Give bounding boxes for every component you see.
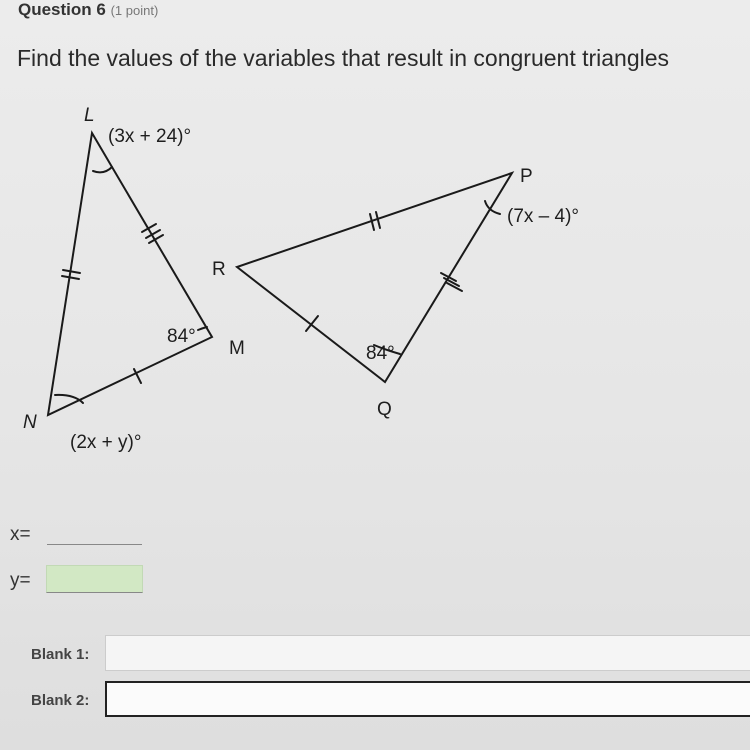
vertex-p-label: P <box>520 166 533 187</box>
angle-p-label: (7x – 4)° <box>507 206 580 227</box>
angle-n-label: (2x + y)° <box>70 432 142 453</box>
angle-arc-m <box>198 327 207 330</box>
blank-1-label: Blank 1: <box>31 646 90 663</box>
question-points: (1 point) <box>110 3 159 18</box>
tick-marks-lm <box>142 224 163 243</box>
angle-l-label: (3x + 24)° <box>108 126 192 147</box>
angle-arc-n <box>55 395 83 403</box>
blank-1-input[interactable] <box>105 635 750 671</box>
tick-marks-pr <box>370 212 380 230</box>
question-title: Question 6 <box>18 0 106 19</box>
vertex-n-label: N <box>23 412 37 433</box>
x-answer-field[interactable] <box>47 518 142 545</box>
question-prompt: Find the values of the variables that result in congruent triangles <box>17 45 670 71</box>
vertex-r-label: R <box>212 259 226 280</box>
vertex-q-label: Q <box>377 399 392 420</box>
angle-arc-l <box>93 167 112 172</box>
vertex-l-label: L <box>84 105 95 126</box>
y-answer-field[interactable] <box>46 565 143 593</box>
tick-marks-ln <box>62 270 80 279</box>
vertex-m-label: M <box>229 338 245 359</box>
tick-marks-pq <box>441 273 462 291</box>
angle-m-label: 84° <box>167 326 196 347</box>
blank-2-input[interactable] <box>105 681 750 717</box>
blank-2-label: Blank 2: <box>31 692 90 709</box>
y-answer-label: y= <box>10 570 31 591</box>
x-answer-label: x= <box>10 524 31 545</box>
triangle-lmn <box>48 133 212 415</box>
angle-q-label: 84° <box>366 343 395 364</box>
